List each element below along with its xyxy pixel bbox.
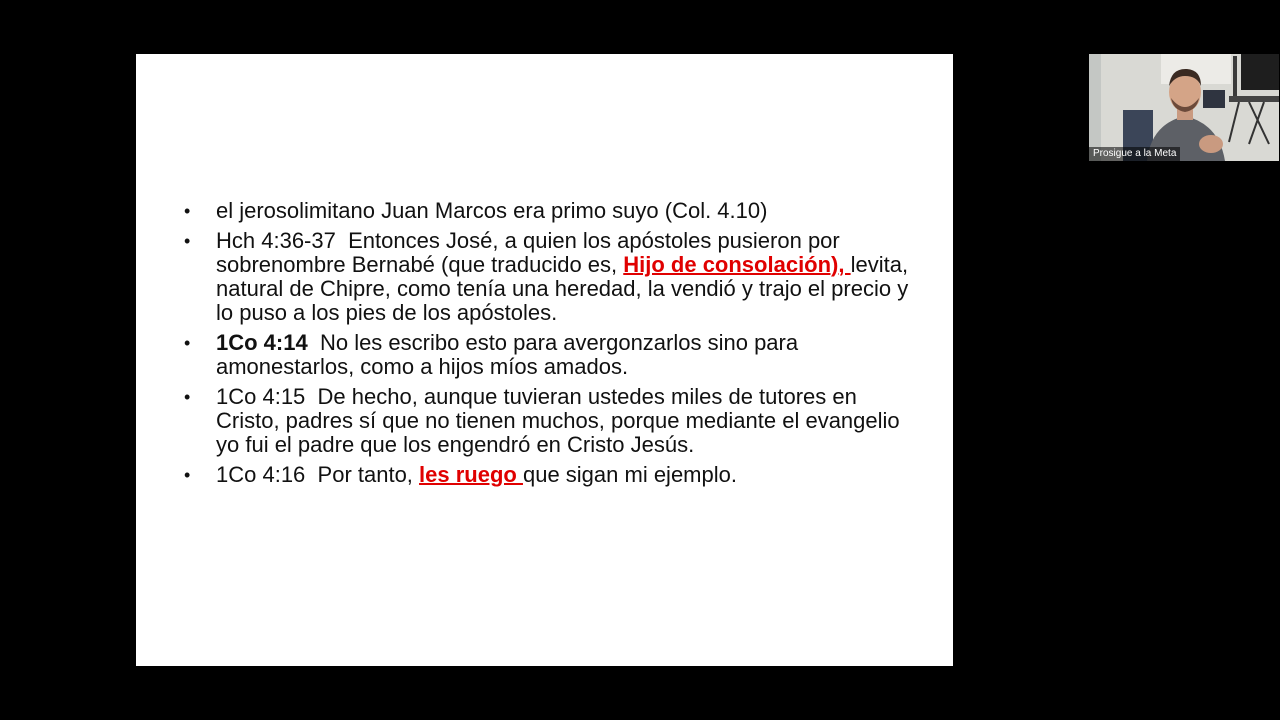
verse-text: que sigan mi ejemplo. — [522, 462, 737, 487]
bullet-item — [180, 229, 920, 325]
bullet-list — [180, 199, 920, 493]
presentation-slide — [136, 54, 953, 666]
bullet-item — [180, 463, 920, 487]
bullet-item — [180, 199, 920, 223]
verse-text: Por tanto, — [317, 462, 420, 487]
webcam-label: Prosigue a la Meta — [1089, 147, 1180, 161]
bullet-item — [180, 385, 920, 457]
verse-text: Entonces José, a quien los apóstoles pusieron por sobrenombre Bernabé (que traducido es, — [216, 228, 840, 277]
verse-text: No les escribo esto para avergonzarlos sino para amonestarlos, como a hijos míos amados. — [216, 330, 799, 379]
webcam-thumbnail[interactable] — [1089, 54, 1279, 161]
highlighted-phrase: Hijo de consolación), — [623, 252, 851, 277]
verse-text: De hecho, aunque tuvieran ustedes miles de tutores en Cristo, padres sí que no tienen muchos, porque mediante el evangelio yo fui el padre que los engendró en Cristo Jesús. — [216, 384, 900, 457]
verse-text: levita, natural de Chipre, como tenía una heredad, la vendió y trajo el precio y lo puso a los pies de los apóstoles. — [216, 252, 909, 325]
highlighted-phrase: les ruego — [419, 462, 523, 487]
verse-reference: Hch 4:36-37 — [216, 228, 336, 253]
verse-reference: 1Co 4:15 — [216, 384, 306, 409]
verse-reference: 1Co 4:14 — [216, 330, 308, 355]
verse-reference: 1Co 4:16 — [216, 462, 306, 487]
bullet-item — [180, 331, 920, 379]
webcam-video-feed — [1089, 54, 1279, 161]
bullet-text: el jerosolimitano Juan Marcos era primo suyo (Col. 4.10) — [216, 198, 768, 223]
